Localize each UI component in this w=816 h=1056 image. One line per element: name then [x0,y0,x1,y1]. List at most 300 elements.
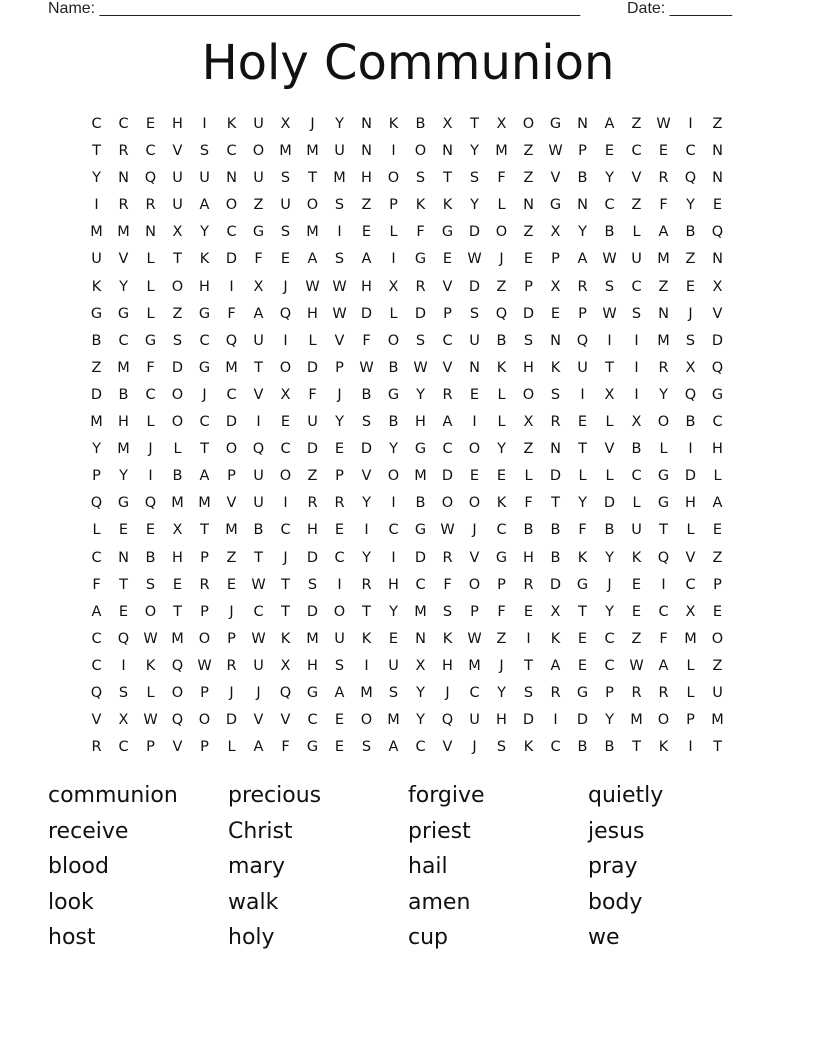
grid-cell: H [307,305,318,322]
grid-cell: D [576,712,589,729]
grid-cell: S [334,657,345,674]
grid-cell: N [361,116,372,132]
grid-cell: P [389,197,398,214]
grid-cell: P [92,468,101,485]
grid-cell: F [416,224,425,241]
word-bank-item: pray [588,854,638,879]
grid-cell: U [334,630,345,647]
grid-cell: R [91,739,102,756]
grid-cell: D [360,441,373,458]
grid-cell: W [548,143,563,160]
grid-cell: J [229,603,234,620]
grid-cell: U [253,468,264,485]
grid-cell: Q [117,630,130,647]
grid-cell: M [387,712,400,729]
grid-cell: L [659,441,668,458]
grid-cell: I [283,495,288,512]
grid-cell: T [92,143,101,160]
grid-cell: V [442,359,453,376]
grid-cell: E [280,414,291,431]
grid-cell: D [549,468,562,485]
grid-cell: H [307,522,318,539]
grid-cell: Z [172,305,183,322]
grid-cell: E [577,657,588,674]
grid-cell: X [604,386,615,403]
grid-cell: A [91,603,102,620]
grid-cell: U [307,414,318,431]
grid-cell: O [468,441,481,458]
grid-cell: P [200,684,209,701]
grid-cell: C [658,603,669,620]
word-bank-item: precious [228,783,322,808]
word-search-grid [83,111,731,761]
grid-cell: J [229,684,234,701]
grid-cell: N [118,549,129,566]
grid-cell: N [523,197,534,214]
grid-cell: Y [416,712,425,729]
grid-cell: K [658,739,669,756]
grid-cell: A [712,495,723,512]
grid-cell: T [524,657,533,674]
grid-cell: E [685,278,696,295]
grid-cell: N [712,251,723,268]
grid-cell: R [658,170,669,187]
grid-cell: C [388,522,399,539]
grid-cell: E [550,305,561,322]
grid-cell: V [712,305,723,322]
grid-cell: M [90,414,103,431]
grid-cell: Q [711,224,724,241]
grid-cell: B [145,549,156,566]
grid-cell: T [119,576,128,593]
grid-cell: Q [441,712,454,729]
grid-cell: W [467,630,482,647]
grid-cell: O [225,441,238,458]
grid-cell: P [227,468,236,485]
grid-cell: I [634,332,639,349]
grid-cell: C [118,116,129,132]
grid-cell: H [118,414,129,431]
grid-cell: X [496,116,507,132]
grid-cell: F [524,495,533,512]
grid-cell: J [283,549,288,566]
grid-cell: F [443,576,452,593]
grid-cell: T [443,170,452,187]
grid-cell: O [171,386,184,403]
grid-cell: H [523,549,534,566]
word-bank-item: amen [408,889,471,915]
grid-cell: S [280,170,291,187]
grid-cell: I [202,116,207,132]
grid-cell: C [685,143,696,160]
grid-cell: R [523,576,534,593]
grid-cell: F [281,739,290,756]
grid-cell: R [361,576,372,593]
grid-cell: C [91,630,102,647]
grid-cell: E [712,197,723,214]
grid-cell: E [712,603,723,620]
grid-cell: W [359,359,374,376]
grid-cell: O [387,170,400,187]
grid-cell: D [414,305,427,322]
grid-cell: N [415,630,426,647]
grid-cell: B [172,468,183,485]
grid-cell: V [280,712,291,729]
grid-cell: Y [335,414,344,431]
grid-cell: U [469,712,480,729]
grid-cell: O [279,359,292,376]
grid-cell: M [117,224,130,241]
grid-cell: C [415,739,426,756]
grid-cell: V [253,386,264,403]
grid-cell: Y [605,603,614,620]
grid-cell: C [91,657,102,674]
grid-cell: E [334,522,345,539]
grid-cell: I [256,414,261,431]
grid-cell: S [496,739,507,756]
grid-cell: P [605,684,614,701]
grid-cell: L [686,684,695,701]
grid-cell: O [333,603,346,620]
grid-cell: L [686,522,695,539]
grid-cell: M [225,522,238,539]
grid-cell: C [145,143,156,160]
grid-cell: H [442,657,453,674]
grid-cell: J [499,657,504,674]
grid-cell: Z [253,197,264,214]
grid-cell: C [226,386,237,403]
grid-cell: K [631,549,642,566]
grid-cell: L [227,739,236,756]
grid-cell: S [523,684,534,701]
grid-cell: G [576,576,589,593]
word-bank-item: Christ [228,818,293,844]
grid-cell: L [389,305,398,322]
grid-cell: B [91,332,102,349]
grid-cell: G [144,332,157,349]
grid-cell: K [361,630,372,647]
grid-cell: R [145,197,156,214]
grid-cell: E [334,712,345,729]
grid-cell: Y [389,441,398,458]
grid-cell: K [577,549,588,566]
grid-cell: K [496,359,507,376]
grid-cell: E [712,522,723,539]
grid-cell: J [202,386,207,403]
grid-cell: B [550,522,561,539]
grid-cell: I [364,657,369,674]
grid-cell: O [225,197,238,214]
grid-cell: W [143,712,158,729]
grid-cell: N [469,359,480,376]
word-bank-item: hail [408,854,448,879]
grid-cell: A [658,657,669,674]
grid-cell: M [171,495,184,512]
grid-cell: O [198,630,211,647]
grid-cell: W [629,657,644,674]
grid-cell: T [200,522,209,539]
grid-cell: L [686,657,695,674]
grid-cell: A [577,251,588,268]
grid-cell: B [253,522,264,539]
grid-cell: K [550,359,561,376]
grid-cell: K [388,116,399,132]
grid-cell: T [173,251,182,268]
grid-cell: F [254,251,263,268]
grid-cell: V [442,739,453,756]
grid-cell: O [441,495,454,512]
grid-cell: M [198,495,211,512]
grid-cell: E [145,522,156,539]
grid-cell: B [118,386,129,403]
grid-cell: N [577,116,588,132]
grid-cell: Z [685,251,696,268]
grid-cell: E [523,603,534,620]
word-bank-item: walk [228,889,279,915]
grid-cell: H [307,657,318,674]
grid-cell: K [550,630,561,647]
grid-cell: M [414,603,427,620]
grid-cell: H [172,116,183,132]
grid-cell: P [686,712,695,729]
grid-cell: C [415,576,426,593]
grid-cell: O [198,712,211,729]
grid-cell: G [657,495,670,512]
grid-cell: L [632,224,641,241]
grid-cell: Z [226,549,237,566]
grid-cell: F [578,522,587,539]
grid-cell: E [361,224,372,241]
grid-cell: R [631,684,642,701]
word-bank-item: holy [228,925,275,950]
grid-cell: Z [307,468,318,485]
grid-cell: I [688,739,693,756]
grid-cell: O [468,576,481,593]
grid-cell: L [632,495,641,512]
grid-cell: W [332,278,347,295]
grid-cell: E [172,576,183,593]
grid-cell: Q [90,495,103,512]
grid-cell: Z [712,657,723,674]
grid-cell: X [280,116,291,132]
grid-cell: U [631,522,642,539]
grid-cell: O [144,603,157,620]
grid-cell: M [225,359,238,376]
grid-cell: L [308,332,317,349]
grid-cell: G [441,224,454,241]
grid-cell: F [362,332,371,349]
grid-cell: C [253,603,264,620]
grid-cell: Z [631,116,642,132]
grid-cell: Y [362,495,371,512]
grid-cell: M [495,143,508,160]
grid-cell: A [199,468,210,485]
word-bank-item: body [588,889,643,915]
grid-cell: I [580,386,585,403]
grid-cell: E [604,143,615,160]
grid-cell: X [388,278,399,295]
grid-cell: W [251,630,266,647]
grid-cell: Q [576,332,589,349]
grid-cell: Z [631,197,642,214]
grid-cell: Y [659,386,668,403]
grid-cell: G [414,522,427,539]
grid-cell: Z [658,278,669,295]
grid-cell: W [656,116,671,132]
grid-cell: R [550,414,561,431]
grid-cell: G [549,197,562,214]
grid-cell: G [306,684,319,701]
grid-cell: I [391,495,396,512]
grid-cell: T [200,441,209,458]
grid-cell: D [171,359,184,376]
grid-cell: C [91,116,102,132]
grid-cell: O [495,224,508,241]
word-bank-item: jesus [588,818,645,844]
grid-cell: C [226,143,237,160]
grid-cell: R [442,386,453,403]
grid-cell: L [146,414,155,431]
grid-cell: Y [470,143,479,160]
grid-cell: K [145,657,156,674]
grid-cell: Z [631,630,642,647]
grid-cell: N [712,170,723,187]
grid-cell: L [497,386,506,403]
grid-cell: A [334,684,345,701]
grid-cell: P [578,143,587,160]
word-bank-item: look [48,889,94,915]
grid-cell: G [711,386,724,403]
grid-cell: O [522,386,535,403]
grid-cell: A [388,739,399,756]
grid-cell: X [415,657,426,674]
grid-cell: T [308,170,317,187]
grid-cell: D [306,441,319,458]
grid-cell: I [391,549,396,566]
word-bank-item: cup [408,925,449,950]
grid-cell: I [553,712,558,729]
grid-cell: I [634,386,639,403]
grid-cell: E [631,576,642,593]
grid-cell: P [578,305,587,322]
grid-cell: L [497,197,506,214]
grid-cell: I [526,630,531,647]
grid-cell: C [631,468,642,485]
grid-cell: M [117,359,130,376]
grid-cell: C [199,332,210,349]
grid-cell: T [281,603,290,620]
grid-cell: I [364,522,369,539]
word-bank-item: priest [408,818,471,844]
grid-cell: Q [252,441,265,458]
grid-cell: E [631,603,642,620]
grid-cell: N [550,441,561,458]
date-field: Date: _______ [627,0,732,17]
grid-cell: J [148,441,153,458]
grid-cell: G [117,305,130,322]
grid-cell: G [198,305,211,322]
grid-cell: J [256,684,261,701]
grid-cell: W [197,657,212,674]
grid-cell: E [118,522,129,539]
grid-cell: P [443,305,452,322]
grid-cell: S [685,332,696,349]
grid-cell: E [469,468,480,485]
grid-cell: G [414,251,427,268]
grid-cell: I [472,414,477,431]
grid-cell: Y [578,495,587,512]
grid-cell: B [496,332,507,349]
grid-cell: L [605,414,614,431]
grid-cell: R [226,657,237,674]
grid-cell: G [198,359,211,376]
grid-cell: I [634,359,639,376]
grid-cell: Q [225,332,238,349]
grid-cell: T [659,522,668,539]
grid-cell: T [578,441,587,458]
grid-cell: R [658,359,669,376]
grid-cell: G [306,739,319,756]
grid-cell: E [226,576,237,593]
grid-cell: D [603,495,616,512]
grid-cell: K [523,739,534,756]
grid-cell: A [442,414,453,431]
word-bank-item: host [48,925,96,950]
grid-cell: N [226,170,237,187]
grid-cell: B [604,224,615,241]
grid-cell: B [523,522,534,539]
grid-cell: E [469,386,480,403]
grid-cell: H [172,549,183,566]
grid-cell: N [712,143,723,160]
grid-cell: O [468,495,481,512]
grid-cell: Y [362,549,371,566]
grid-cell: Z [712,549,723,566]
grid-cell: F [497,170,506,187]
grid-cell: O [522,116,535,132]
grid-cell: K [199,251,210,268]
grid-cell: M [711,712,724,729]
grid-cell: H [523,359,534,376]
grid-cell: B [577,739,588,756]
grid-cell: Q [684,170,697,187]
grid-cell: R [658,684,669,701]
grid-cell: I [121,657,126,674]
grid-cell: U [280,197,291,214]
grid-cell: D [684,468,697,485]
grid-cell: N [118,170,129,187]
grid-cell: E [334,739,345,756]
grid-cell: X [442,116,453,132]
grid-cell: T [362,603,371,620]
grid-cell: O [306,197,319,214]
grid-cell: U [253,495,264,512]
grid-cell: V [91,712,102,729]
grid-cell: C [280,522,291,539]
word-bank-item: we [588,925,620,950]
grid-cell: O [414,143,427,160]
grid-cell: O [171,414,184,431]
grid-cell: L [713,468,722,485]
grid-cell: S [361,414,372,431]
grid-cell: F [146,359,155,376]
grid-cell: M [306,630,319,647]
grid-cell: K [280,630,291,647]
grid-cell: P [524,278,533,295]
grid-cell: C [91,549,102,566]
grid-cell: S [469,170,480,187]
grid-cell: G [252,224,265,241]
